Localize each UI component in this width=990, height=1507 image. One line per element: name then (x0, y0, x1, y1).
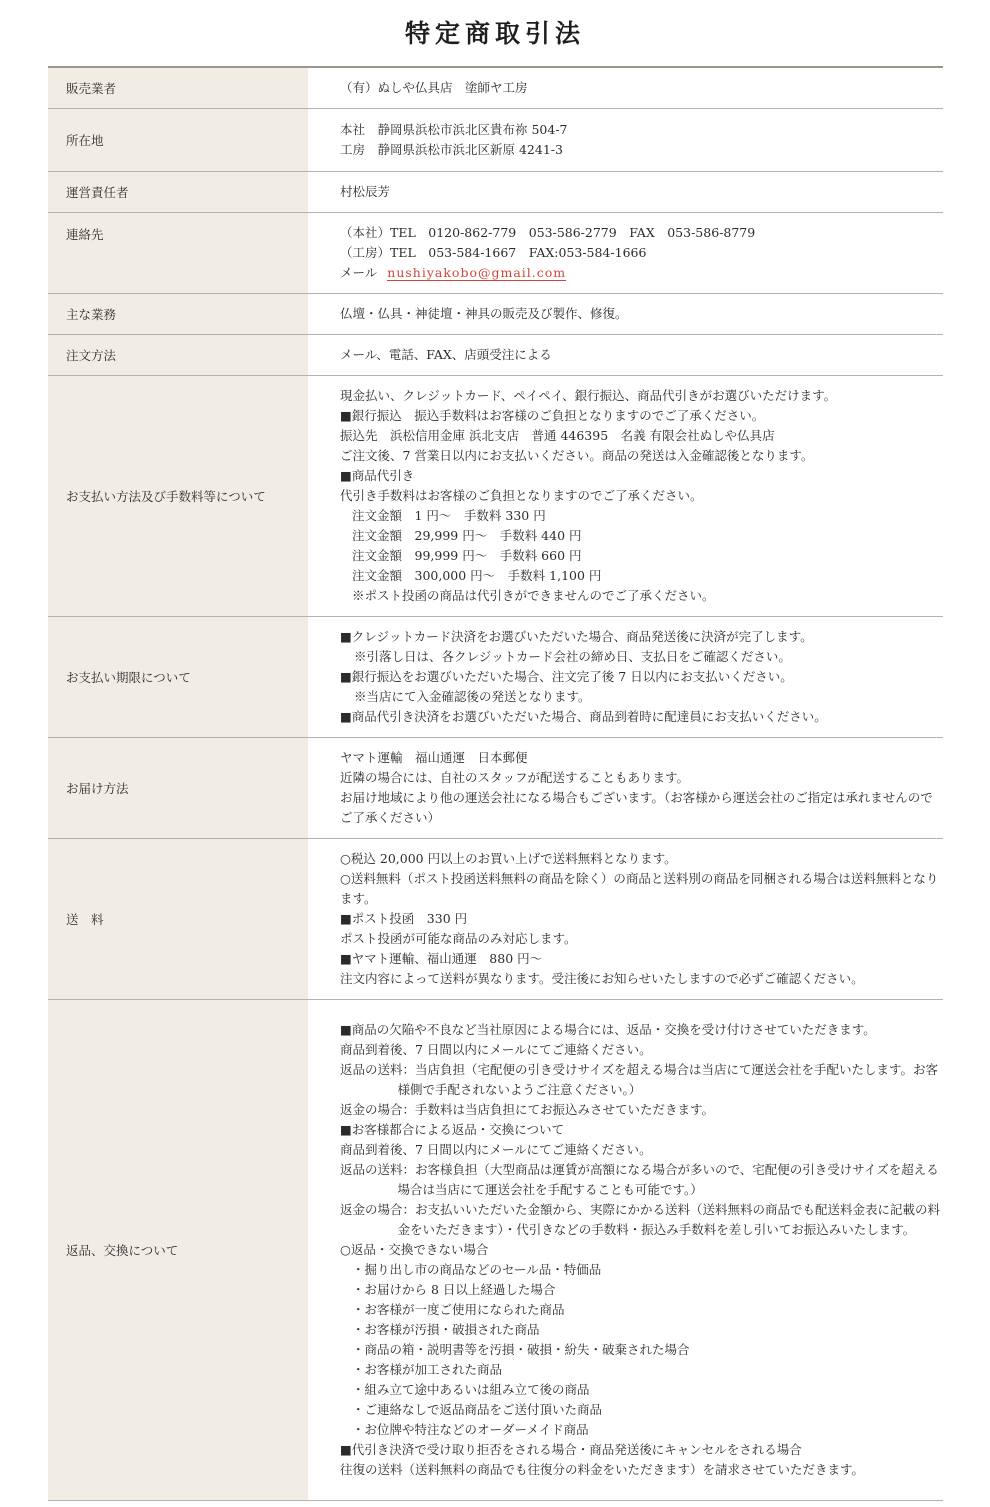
address-line: 工房 静岡県浜松市浜北区新原 4241-3 (340, 142, 563, 157)
row-value (308, 294, 943, 334)
manager-name: 村松辰芳 (340, 184, 391, 199)
row-label: お支払い期限について (48, 617, 308, 737)
contact-line: （本社）TEL 0120-862-779 053-586-2779 FAX 053-586-8779 (340, 225, 756, 240)
deadline-line: ■クレジットカード決済をお選びいただいた場合、商品発送後に決済が完了します。 (340, 629, 813, 644)
fee-line: 注文金額 1 円～ 手数料 330 円 (352, 508, 546, 523)
deadline-line: ■銀行振込をお選びいただいた場合、注文完了後 7 日以内にお支払いください。 (340, 669, 793, 684)
row-label: 注文方法 (48, 335, 308, 375)
row-label: 返品、交換について (48, 1000, 308, 1500)
row-deadline (48, 617, 943, 738)
no-return-item: ・お届けから 8 日以上経過した場合 (352, 1282, 556, 1297)
shipping-line: ○送料無料（ポスト投函送料無料の商品を除く）の商品と送料別の商品を同梱される場合は送料無料となります。 (340, 871, 939, 906)
returns-line: 商品到着後、7 日間以内にメールにてご連絡ください。 (340, 1042, 652, 1057)
fee-line: 注文金額 99,999 円～ 手数料 660 円 (352, 548, 582, 563)
delivery-line: お届け地域により他の運送会社になる場合もございます。（お客様から運送会社のご指定は承れませんのでご了承ください） (340, 790, 933, 825)
seller-name: （有）ぬしや仏具店 塗師ヤ工房 (340, 80, 528, 95)
payment-line: ■商品代引き (340, 468, 415, 483)
returns-shipping-customer: 返品の送料：お客様負担（大型商品は運賃が高額になる場合が多いので、宅配便の引き受けサイズを超える場合は当店にて運送会社を手配することも可能です。） (340, 1162, 939, 1197)
mail-link[interactable]: nushiyakobo@gmail.com (387, 265, 567, 280)
payment-line: 代引き手数料はお客様のご負担となりますのでご了承ください。 (340, 488, 703, 503)
row-delivery (48, 738, 943, 839)
shipping-line: ■ポスト投函 330 円 (340, 911, 468, 926)
delivery-line: 近隣の場合には、自社のスタッフが配送することもあります。 (340, 770, 690, 785)
shipping-line: 注文内容によって送料が異なります。受注後にお知らせいたしますので必ずご確認ください。 (340, 971, 864, 986)
row-label: お届け方法 (48, 738, 308, 838)
no-return-item: ・お客様が加工された商品 (352, 1362, 503, 1377)
row-manager (48, 172, 943, 213)
row-payment (48, 376, 943, 617)
payment-line: ご注文後、7 営業日以内にお支払いください。商品の発送は入金確認後となります。 (340, 448, 814, 463)
returns-refund-customer: 返金の場合：お支払いいただいた金額から、実際にかかる送料（送料無料の商品でも配送料金表に記載の料金をいただきます）・代引きなどの手数料・振込み手数料を差し引いてお振込みいたします。 (340, 1202, 941, 1237)
row-label: お支払い方法及び手数料等について (48, 376, 308, 616)
row-value (308, 172, 943, 212)
delivery-line: ヤマト運輸 福山通運 日本郵便 (340, 750, 528, 765)
row-value (308, 617, 943, 737)
row-value (308, 376, 943, 616)
returns-refund-store: 返金の場合：手数料は当店負担にてお振込みさせていただきます。 (340, 1102, 715, 1117)
row-business (48, 294, 943, 335)
row-label: 主な業務 (48, 294, 308, 334)
deadline-line: ■商品代引き決済をお選びいただいた場合、商品到着時に配達員にお支払いください。 (340, 709, 827, 724)
row-label: 所在地 (48, 109, 308, 171)
payment-line: 振込先 浜松信用金庫 浜北支店 普通 446395 名義 有限会社ぬしや仏具店 (340, 428, 775, 443)
row-value (308, 839, 943, 999)
row-returns (48, 1000, 943, 1501)
no-return-item: ・組み立て途中あるいは組み立て後の商品 (352, 1382, 590, 1397)
no-return-heading: ○返品・交換できない場合 (340, 1242, 489, 1257)
returns-line: 商品到着後、7 日間以内にメールにてご連絡ください。 (340, 1142, 652, 1157)
returns-line: ■お客様都合による返品・交換について (340, 1122, 565, 1137)
no-return-item: ・お客様が汚損・破損された商品 (352, 1322, 540, 1337)
row-seller (48, 68, 943, 109)
deadline-note: ※引落し日は、各クレジットカード会社の締め日、支払日をご確認ください。 (354, 649, 791, 664)
no-return-item: ・掘り出し市の商品などのセール品・特価品 (352, 1262, 602, 1277)
shipping-line: ○税込 20,000 円以上のお買い上げで送料無料となります。 (340, 851, 677, 866)
deadline-note: ※当店にて入金確認後の発送となります。 (354, 689, 591, 704)
row-value (308, 335, 943, 375)
row-shipping (48, 839, 943, 1000)
no-return-item: ・お客様が一度ご使用になられた商品 (352, 1302, 565, 1317)
fee-line: 注文金額 29,999 円～ 手数料 440 円 (352, 528, 582, 543)
shipping-line: ポスト投函が可能な商品のみ対応します。 (340, 931, 577, 946)
payment-line: 現金払い、クレジットカード、ペイペイ、銀行振込、商品代引きがお選びいただけます。 (340, 388, 837, 403)
contact-mail (340, 263, 941, 283)
order-text: メール、電話、FAX、店頭受注による (340, 347, 552, 362)
address-line: 本社 静岡県浜松市浜北区貴布祢 504-7 (340, 122, 568, 137)
contact-line: （工房）TEL 053-584-1667 FAX:053-584-1666 (340, 245, 647, 260)
returns-line: 往復の送料（送料無料の商品でも往復分の料金をいただきます）を請求させていただきます。 (340, 1462, 865, 1477)
payment-line: ■銀行振込 振込手数料はお客様のご負担となりますのでご了承ください。 (340, 408, 765, 423)
business-text: 仏壇・仏具・神徒壇・神具の販売及び製作、修復。 (340, 306, 628, 321)
no-return-item: ・お位牌や特注などのオーダーメイド商品 (352, 1422, 589, 1437)
row-address (48, 109, 943, 172)
fee-line: 注文金額 300,000 円～ 手数料 1,100 円 (352, 568, 602, 583)
returns-line: ■商品の欠陥や不良など当社原因による場合には、返品・交換を受け付けさせていただきます。 (340, 1022, 876, 1037)
no-return-item: ・ご連絡なしで返品商品をご送付頂いた商品 (352, 1402, 603, 1417)
no-return-item: ・商品の箱・説明書等を汚損・破損・紛失・破棄された場合 (352, 1342, 690, 1357)
shipping-line: ■ヤマト運輸、福山通運 880 円～ (340, 951, 543, 966)
row-label: 連絡先 (48, 213, 308, 293)
returns-shipping-store: 返品の送料：当店負担（宅配便の引き受けサイズを超える場合は当店にて運送会社を手配いたします。お客様側で手配されないようご注意ください。） (340, 1062, 939, 1097)
row-value (308, 68, 943, 108)
returns-line: ■代引き決済で受け取り拒否をされる場合・商品発送後にキャンセルをされる場合 (340, 1442, 802, 1457)
mail-label: メール (340, 265, 378, 280)
law-table (48, 66, 943, 1501)
row-value (308, 213, 943, 293)
row-label: 運営責任者 (48, 172, 308, 212)
row-value (308, 738, 943, 838)
row-label: 送 料 (48, 839, 308, 999)
row-order (48, 335, 943, 376)
row-value (308, 1000, 943, 1500)
row-label: 販売業者 (48, 68, 308, 108)
row-value (308, 109, 943, 171)
fee-note: ※ポスト投函の商品は代引きができませんのでご了承ください。 (352, 588, 715, 603)
row-contact (48, 213, 943, 294)
page-title: 特定商取引法 (404, 19, 585, 48)
